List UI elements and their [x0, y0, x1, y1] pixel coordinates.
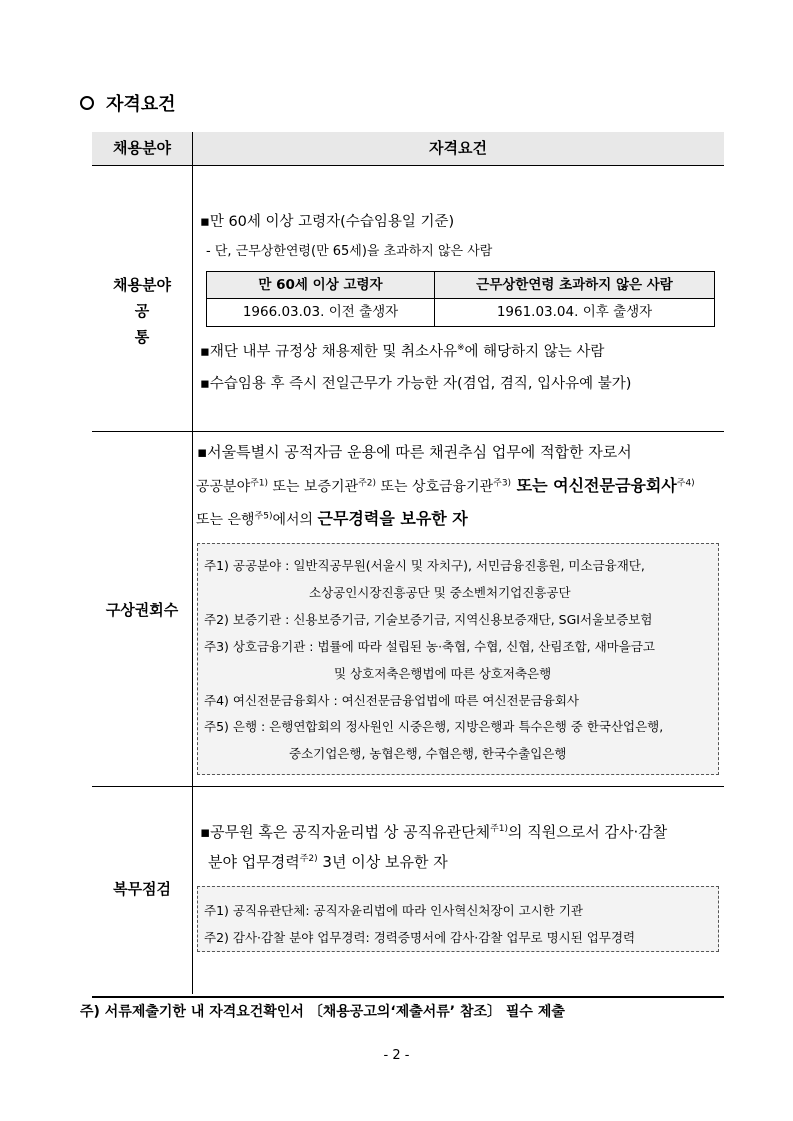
- note-line: 주1) 공직유관단체: 공직자윤리법에 따라 인사혁신처장이 고시한 기관: [204, 903, 583, 918]
- note-line: 주2) 보증기관 : 신용보증기금, 기술보증기금, 지역신용보증재단, SGI서울보증보험: [204, 612, 653, 627]
- note-line: 중소기업은행, 농협은행, 수협은행, 한국수출입은행: [289, 746, 567, 761]
- header-field: 채용분야: [113, 139, 171, 157]
- note-line: 주1) 공공분야 : 일반직공무원(서울시 및 자치구), 서민금융진흥원, 미소금융재단,: [204, 558, 645, 573]
- common-bullet-2: ▪재단 내부 규정상 채용제한 및 취소사유※에 해당하지 않는 사람: [200, 343, 605, 360]
- recourse-line-3: 또는 은행$^{주5)}$에서의 근무경력을 보유한 자: [196, 509, 468, 528]
- note-line: 및 상호저축은행법에 따른 상호저축은행: [334, 666, 552, 681]
- inspection-line-2: 분야 업무경력$^{주2)}$ 3년 이상 보유한 자: [208, 853, 448, 871]
- field-recourse: 구상권회수: [105, 601, 179, 619]
- age-table-header-1: 만 60세 이상 고령자: [258, 277, 383, 293]
- field-common: 채용분야 공 통: [113, 276, 176, 346]
- inspection-notes-box: [197, 886, 719, 952]
- inspection-line-1: ▪공무원 혹은 공직자윤리법 상 공직유관단체$^{주1)}$의 직원으로서 감사·감찰: [200, 823, 668, 841]
- note-line: 소상공인시장진흥공단 및 중소벤처기업진흥공단: [309, 585, 571, 600]
- age-table-value-1: 1966.03.03. 이전 출생자: [242, 304, 399, 320]
- section-title: 자격요건: [80, 90, 176, 116]
- common-bullet-3: ▪수습임용 후 즉시 전일근무가 가능한 자(겸업, 겸직, 입사유예 불가): [200, 376, 632, 392]
- table-header: [92, 132, 724, 166]
- age-table: [206, 271, 715, 327]
- recourse-notes-box: [197, 543, 719, 775]
- column-divider: [192, 132, 193, 994]
- note-line: 주3) 상호금융기관 : 법률에 따라 설립된 농·축협, 수협, 신협, 산림조합, 새마을금고: [204, 639, 655, 654]
- recourse-line-1: ▪서울특별시 공적자금 운용에 따른 채권추심 업무에 적합한 자로서: [197, 443, 632, 461]
- row-divider: [92, 431, 724, 432]
- common-bullet-1: ▪만 60세 이상 고령자(수습임용일 기준): [200, 214, 455, 230]
- note-line: 주2) 감사·감찰 분야 업무경력: 경력증명서에 감사·감찰 업무로 명시된 업무경력: [204, 930, 636, 945]
- circle-bullet-icon: [80, 96, 94, 110]
- common-bullet-1-sub: - 단, 근무상한연령(만 65세)을 초과하지 않은 사람: [206, 244, 493, 259]
- recourse-line-2: 공공분야$^{주1)}$ 또는 보증기관$^{주2)}$ 또는 상호금융기관$^{주3)}$ 또는 여신전문금융회사$^{주4)}$: [196, 476, 695, 495]
- row-divider: [92, 786, 724, 787]
- age-table-value-2: 1961.03.04. 이후 출생자: [496, 304, 653, 320]
- field-inspection: 복무점검: [113, 880, 171, 898]
- note-line: 주5) 은행 : 은행연합회의 정사원인 시중은행, 지방은행과 특수은행 중 한국산업은행,: [204, 719, 664, 734]
- header-requirements: 자격요건: [429, 139, 487, 157]
- page-number: - 2 -: [383, 1048, 410, 1063]
- age-table-header-2: 근무상한연령 초과하지 않은 사람: [476, 277, 673, 293]
- note-line: 주4) 여신전문금융회사 : 여신전문금융업법에 따른 여신전문금융회사: [204, 693, 580, 708]
- footer-note: 주) 서류제출기한 내 자격요건확인서 〔채용공고의‘제출서류’ 참조〕 필수 제출: [80, 1004, 565, 1020]
